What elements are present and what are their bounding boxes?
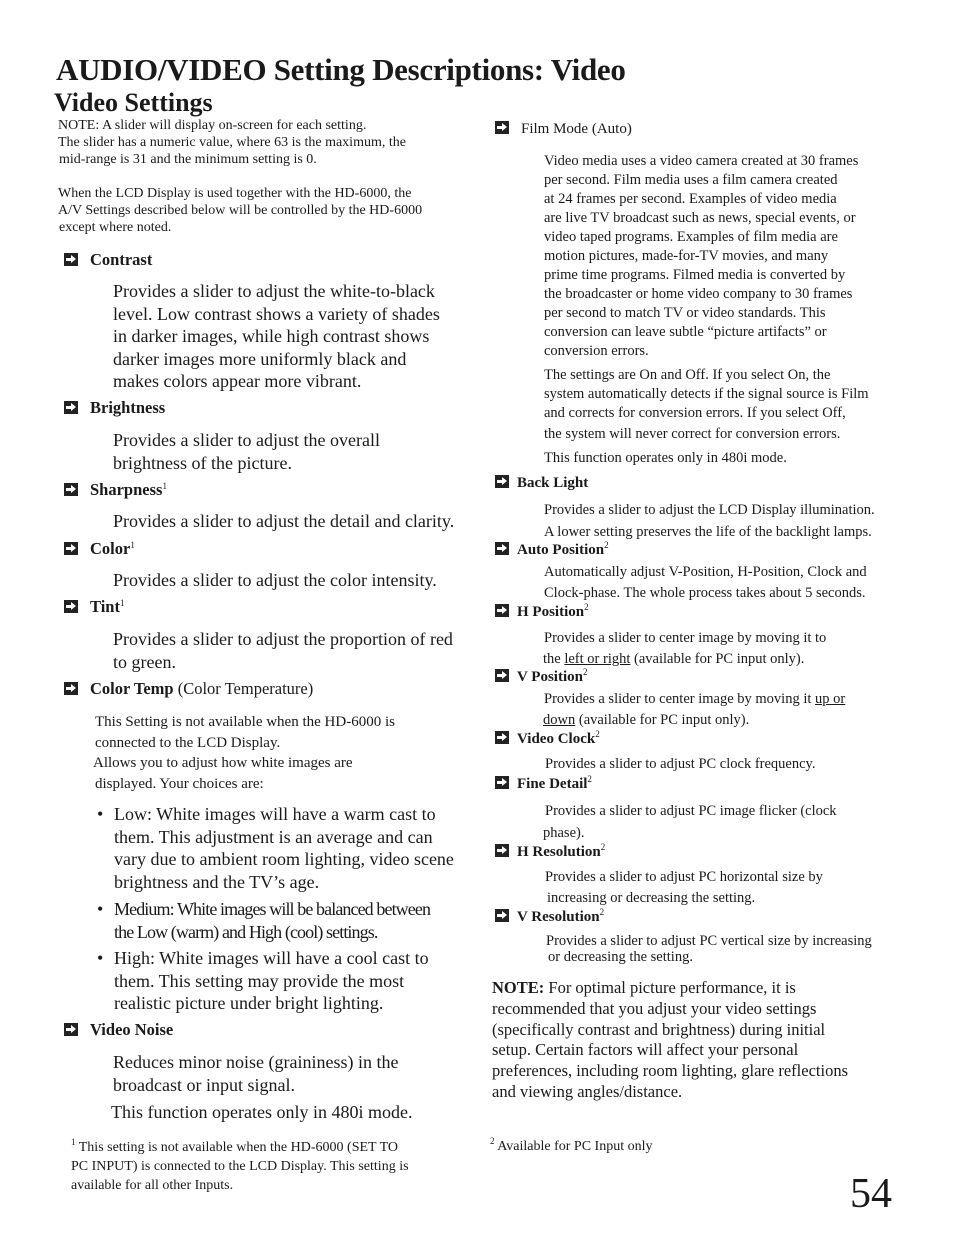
footnote-text: Available for PC Input only: [494, 1139, 653, 1154]
text-line: level. Low contrast shows a variety of shades: [113, 303, 440, 324]
footnote-marker: 2: [600, 842, 606, 852]
text-line: and corrects for conversion errors. If you select Off,: [544, 405, 846, 421]
low-option: [114, 803, 454, 893]
arrow-icon: [495, 669, 509, 682]
text-line: broadcast or input signal.: [113, 1074, 295, 1095]
footnote-1: [71, 1138, 409, 1195]
footnote-marker: 2: [584, 602, 589, 612]
text-line: [544, 689, 845, 710]
underlined-text: up or: [815, 691, 846, 707]
video-noise-mode: This function operates only in 480i mode.: [111, 1102, 413, 1122]
film-mode-settings: [544, 366, 869, 444]
color-temp-note: [95, 712, 395, 794]
footnote-marker: 1: [130, 540, 135, 550]
note-line: When the LCD Display is used together with the HD-6000, the: [58, 186, 412, 201]
arrow-icon: [495, 844, 509, 857]
tint-description: [113, 628, 453, 673]
video-clock-heading: [495, 731, 600, 748]
fine-detail-heading: [495, 776, 592, 793]
note-line: mid-range is 31 and the minimum setting is 0.: [59, 152, 317, 167]
h-resolution-description: [545, 867, 823, 909]
film-mode-mode: This function operates only in 480i mode.: [544, 450, 787, 466]
text-line: are live TV broadcast such as news, special events, or: [544, 210, 856, 226]
heading-label: Video Clock: [517, 731, 596, 747]
heading-label: V Resolution: [517, 909, 600, 925]
auto-position-description: [544, 562, 867, 604]
auto-position-heading: [495, 542, 609, 559]
text-line: Provides a slider to adjust the white-to-black: [113, 281, 435, 301]
heading-label: V Position: [517, 669, 583, 685]
v-position-description: [544, 689, 845, 731]
h-resolution-heading: [495, 844, 605, 861]
text-line: video taped programs. Examples of film media are: [544, 229, 838, 245]
text-line: Automatically adjust V-Position, H-Position, Clock and: [544, 564, 867, 580]
text-line: brightness of the picture.: [113, 452, 292, 473]
text-span: (available for PC input only).: [575, 712, 750, 728]
text-line: them. This setting may provide the most: [114, 970, 405, 991]
arrow-icon: [495, 475, 509, 488]
arrow-icon: [64, 253, 78, 266]
arrow-icon: [64, 682, 78, 695]
footnote-marker: 2: [490, 1136, 495, 1146]
text-line: to green.: [113, 651, 176, 672]
arrow-icon: [495, 731, 509, 744]
arrow-icon: [64, 483, 78, 496]
hd6000-note: [58, 185, 478, 236]
arrow-icon: [495, 776, 509, 789]
text-line: preferences, including room lighting, glare reflections: [492, 1061, 848, 1081]
text-line: system automatically detects if the signal source is Film: [544, 386, 869, 402]
final-note: [492, 978, 848, 1103]
footnote-marker: 2: [582, 667, 588, 677]
text-line: connected to the LCD Display.: [95, 734, 281, 751]
text-line: This setting is not available when the HD-6000 (SET TO: [75, 1140, 398, 1155]
color-heading: [64, 539, 135, 559]
heading-label: Sharpness: [90, 480, 163, 499]
page-number: 54: [850, 1171, 892, 1217]
back-light-description: [544, 499, 875, 543]
heading-label: Fine Detail: [517, 776, 588, 792]
page-title: AUDIO/VIDEO Setting Descriptions: Video: [56, 52, 626, 87]
bullet-icon: •: [97, 804, 104, 824]
arrow-icon: [495, 604, 509, 617]
text-line: Medium: White images will be balanced between: [114, 899, 431, 919]
heading-label: H Resolution: [517, 844, 601, 860]
text-line: recommended that you adjust your video settings: [492, 998, 817, 1018]
note-text: A slider will display on-screen for each setting.: [99, 118, 367, 133]
heading-label: Film Mode (Auto): [521, 121, 632, 137]
text-line: [543, 710, 845, 731]
heading-label: Brightness: [90, 398, 166, 417]
text-line: displayed. Your choices are:: [95, 775, 264, 792]
text-line: conversion errors.: [544, 343, 649, 359]
text-span: the: [543, 651, 565, 667]
arrow-icon: [495, 542, 509, 555]
bullet-icon: •: [97, 948, 104, 968]
text-line: Provides a slider to center image by moving it to: [544, 630, 827, 646]
text-line: available for all other Inputs.: [71, 1178, 234, 1193]
heading-label: Video Noise: [90, 1020, 174, 1039]
color-description: Provides a slider to adjust the color intensity.: [113, 570, 437, 590]
footnote-marker: 2: [604, 540, 609, 550]
sharpness-heading: [64, 480, 167, 500]
sharpness-description: Provides a slider to adjust the detail and clarity.: [113, 511, 455, 531]
text-line: Provides a slider to adjust PC horizontal size by: [545, 869, 823, 885]
footnote-marker: 1: [162, 481, 167, 491]
video-noise-description: [113, 1051, 398, 1096]
high-option: [114, 947, 429, 1015]
heading-label: Auto Position: [517, 542, 605, 558]
text-line: them. This adjustment is an average and can: [114, 826, 433, 847]
text-line: motion pictures, made-for-TV movies, and many: [544, 248, 829, 264]
text-line: Provides a slider to adjust PC image flicker (clock: [545, 803, 837, 819]
h-position-heading: [495, 604, 589, 621]
text-line: Provides a slider to adjust the LCD Display illumination.: [544, 502, 875, 518]
arrow-icon: [64, 1023, 78, 1036]
back-light-heading: [495, 475, 588, 492]
bullet-icon: •: [97, 899, 104, 919]
note-label: NOTE:: [492, 978, 545, 997]
text-span: (available for PC input only).: [630, 651, 805, 667]
heading-label: Contrast: [90, 250, 153, 269]
tint-heading: [64, 597, 124, 617]
text-line: vary due to ambient room lighting, video scene: [114, 849, 454, 869]
medium-option: [114, 898, 430, 943]
text-line: the Low (warm) and High (cool) settings.: [114, 921, 378, 942]
v-position-heading: [495, 669, 587, 686]
text-line: conversion can leave subtle “picture artifacts” or: [544, 324, 827, 340]
text-line: Provides a slider to adjust the overall: [113, 430, 380, 450]
text-line: at 24 frames per second. Examples of video media: [544, 191, 837, 207]
text-line: Video media uses a video camera created at 30 frames: [544, 153, 859, 169]
text-line: For optimal picture performance, it is: [544, 978, 796, 997]
text-line: realistic picture under bright lighting.: [114, 993, 384, 1013]
footnote-marker: 1: [71, 1137, 76, 1147]
text-line: Reduces minor noise (graininess) in the: [113, 1052, 399, 1072]
underlined-text: down: [543, 712, 576, 728]
text-line: makes colors appear more vibrant.: [113, 371, 362, 391]
h-position-description: [544, 628, 826, 670]
text-line: darker images more uniformly black and: [113, 348, 407, 369]
text-line: prime time programs. Filmed media is converted by: [544, 267, 846, 283]
v-resolution-description: [546, 933, 872, 965]
heading-label: Color: [90, 539, 131, 558]
footnote-marker: 2: [599, 907, 605, 917]
note-line: The slider has a numeric value, where 63 is the maximum, the: [58, 135, 406, 150]
text-span: Provides a slider to center image by moving it: [544, 691, 816, 707]
fine-detail-description: [545, 800, 837, 844]
text-line: The settings are On and Off. If you select On, the: [544, 367, 831, 383]
v-resolution-heading: [495, 909, 604, 926]
text-line: Low: White images will have a warm cast to: [114, 804, 436, 824]
text-line: This Setting is not available when the HD-6000 is: [95, 714, 395, 730]
brightness-description: [113, 429, 380, 474]
heading-label: H Position: [517, 604, 585, 620]
text-line: or decreasing the setting.: [548, 949, 693, 965]
section-title: Video Settings: [54, 88, 213, 117]
footnote-2: [490, 1136, 653, 1155]
color-temp-heading: [64, 679, 313, 699]
arrow-icon: [495, 909, 509, 922]
brightness-heading: [64, 398, 165, 418]
text-line: brightness and the TV’s age.: [114, 871, 320, 892]
contrast-description: [113, 280, 473, 393]
footnote-marker: 2: [595, 729, 600, 739]
text-line: the system will never correct for conversion errors.: [544, 426, 841, 442]
text-line: per second to match TV or video standards. This: [544, 305, 826, 321]
underlined-text: left or right: [564, 651, 631, 667]
text-line: (specifically contrast and brightness) during initial: [492, 1019, 826, 1039]
note-label: NOTE:: [58, 118, 100, 133]
note-line: except where noted.: [59, 220, 172, 235]
film-mode-description: [544, 152, 858, 361]
text-line: in darker images, while high contrast shows: [113, 326, 430, 346]
text-line: phase).: [543, 825, 585, 841]
arrow-icon: [64, 600, 78, 613]
text-line: High: White images will have a cool cast to: [114, 948, 429, 968]
text-line: Allows you to adjust how white images are: [93, 755, 353, 771]
text-line: and viewing angles/distance.: [492, 1081, 683, 1101]
text-line: A lower setting preserves the life of the backlight lamps.: [544, 524, 872, 540]
text-line: Clock-phase. The whole process takes about 5 seconds.: [544, 585, 866, 601]
film-mode-heading: [495, 121, 632, 138]
text-line: setup. Certain factors will affect your personal: [492, 1040, 799, 1060]
heading-label: Back Light: [517, 475, 589, 491]
text-line: PC INPUT) is connected to the LCD Display. This setting is: [71, 1159, 409, 1174]
text-line: Provides a slider to adjust PC vertical size by increasing: [546, 933, 872, 949]
arrow-icon: [64, 401, 78, 414]
slider-note: [58, 117, 478, 168]
arrow-icon: [64, 542, 78, 555]
footnote-marker: 2: [587, 774, 592, 784]
heading-extra: (Color Temperature): [173, 679, 314, 698]
video-noise-heading: [64, 1020, 173, 1040]
arrow-icon: [495, 121, 509, 134]
footnote-marker: 1: [119, 598, 125, 608]
video-clock-description: Provides a slider to adjust PC clock frequency.: [545, 756, 816, 772]
text-line: the broadcaster or home video company to 30 frames: [544, 286, 853, 302]
contrast-heading: [64, 250, 152, 270]
text-line: per second. Film media uses a film camera created: [544, 172, 838, 188]
text-line: increasing or decreasing the setting.: [547, 890, 756, 906]
heading-label: Color Temp: [90, 679, 174, 698]
note-line: A/V Settings described below will be controlled by the HD-6000: [58, 203, 423, 218]
text-line: Provides a slider to adjust the proportion of red: [113, 629, 453, 649]
heading-label: Tint: [90, 597, 120, 616]
